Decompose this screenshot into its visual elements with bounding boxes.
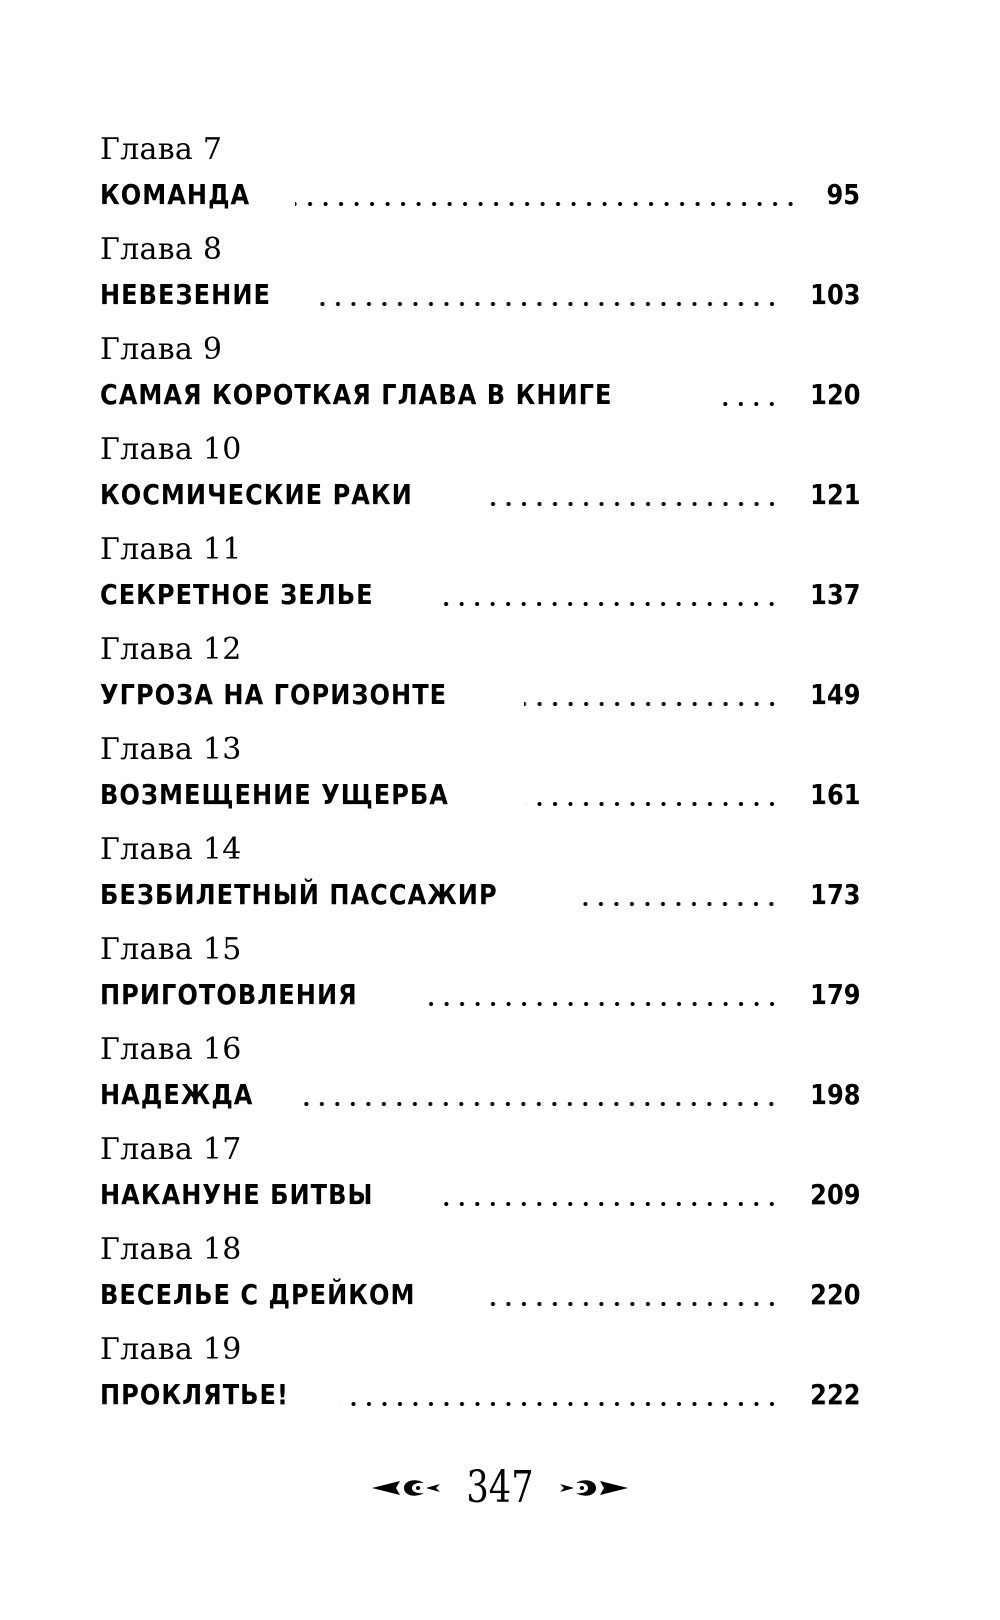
right-ornament-icon xyxy=(558,1473,630,1503)
page-number: 137 xyxy=(809,578,860,611)
toc-title-row xyxy=(100,972,860,1018)
toc-entry xyxy=(100,1228,860,1328)
toc-title-row xyxy=(100,1072,860,1118)
chapter-title: ПРИГОТОВЛЕНИЯ xyxy=(100,978,358,1011)
chapter-label: Глава 18 xyxy=(100,1232,242,1267)
chapter-label: Глава 10 xyxy=(100,432,242,467)
dot-leader xyxy=(524,702,780,706)
chapter-label: Глава 7 xyxy=(100,132,223,167)
dot-leader xyxy=(487,1302,780,1306)
toc-title-row xyxy=(100,672,860,718)
toc-entry xyxy=(100,228,860,328)
page-number: 95 xyxy=(826,178,860,211)
toc-title-row xyxy=(100,1372,860,1418)
table-of-contents xyxy=(100,128,860,1428)
dot-leader xyxy=(295,202,798,206)
page-number: 103 xyxy=(809,278,860,311)
chapter-title: ВОЗМЕЩЕНИЕ УЩЕРБА xyxy=(100,778,449,811)
dot-leader xyxy=(716,402,780,406)
chapter-title: ВЕСЕЛЬЕ С ДРЕЙКОМ xyxy=(100,1278,416,1311)
toc-entry xyxy=(100,828,860,928)
page-number: 222 xyxy=(809,1378,860,1411)
dot-leader xyxy=(298,1102,779,1106)
chapter-label: Глава 15 xyxy=(100,932,242,967)
dot-leader xyxy=(319,302,780,306)
chapter-title: УГРОЗА НА ГОРИЗОНТЕ xyxy=(100,678,448,711)
chapter-title: КОСМИЧЕСКИЕ РАКИ xyxy=(100,478,413,511)
chapter-label: Глава 14 xyxy=(100,832,242,867)
chapter-title: КОМАНДА xyxy=(100,178,251,211)
toc-title-row xyxy=(100,372,860,418)
chapter-title: НАКАНУНЕ БИТВЫ xyxy=(100,1178,374,1211)
toc-entry xyxy=(100,1128,860,1228)
chapter-label: Глава 13 xyxy=(100,732,242,767)
toc-title-row xyxy=(100,272,860,318)
page-number: 161 xyxy=(809,778,860,811)
chapter-title: БЕЗБИЛЕТНЫЙ ПАССАЖИР xyxy=(100,878,498,911)
page-footer xyxy=(0,1458,1000,1518)
page-number: 120 xyxy=(809,378,860,411)
dot-leader xyxy=(438,602,779,606)
chapter-label: Глава 17 xyxy=(100,1132,242,1167)
toc-title-row xyxy=(100,572,860,618)
toc-entry xyxy=(100,628,860,728)
folio-page-number: 347 xyxy=(466,1462,534,1513)
toc-title-row xyxy=(100,1172,860,1218)
dot-leader xyxy=(420,1002,780,1006)
dot-leader xyxy=(582,902,779,906)
chapter-label: Глава 8 xyxy=(100,232,223,267)
chapter-label: Глава 16 xyxy=(100,1032,242,1067)
left-ornament-icon xyxy=(370,1473,442,1503)
toc-entry xyxy=(100,1028,860,1128)
toc-title-row xyxy=(100,1272,860,1318)
toc-title-row xyxy=(100,172,860,218)
toc-title-row xyxy=(100,872,860,918)
toc-title-row xyxy=(100,472,860,518)
toc-entry xyxy=(100,128,860,228)
toc-entry xyxy=(100,728,860,828)
toc-entry xyxy=(100,928,860,1028)
dot-leader xyxy=(340,1402,780,1406)
page-number: 173 xyxy=(809,878,860,911)
page-number: 121 xyxy=(809,478,860,511)
chapter-label: Глава 12 xyxy=(100,632,242,667)
chapter-label: Глава 9 xyxy=(100,332,223,367)
page-number: 220 xyxy=(809,1278,860,1311)
dot-leader xyxy=(526,802,780,806)
chapter-title: СЕКРЕТНОЕ ЗЕЛЬЕ xyxy=(100,578,374,611)
dot-leader xyxy=(438,1202,780,1206)
page-number: 209 xyxy=(809,1178,860,1211)
page-number: 179 xyxy=(809,978,860,1011)
toc-entry xyxy=(100,528,860,628)
page-number: 149 xyxy=(809,678,860,711)
page-number: 198 xyxy=(809,1078,860,1111)
toc-entry xyxy=(100,1328,860,1428)
chapter-title: НАДЕЖДА xyxy=(100,1078,254,1111)
chapter-title: ПРОКЛЯТЬЕ! xyxy=(100,1378,290,1411)
chapter-title: НЕВЕЗЕНИЕ xyxy=(100,278,272,311)
dot-leader xyxy=(484,502,780,506)
chapter-label: Глава 11 xyxy=(100,532,242,567)
toc-entry xyxy=(100,328,860,428)
chapter-title: САМАЯ КОРОТКАЯ ГЛАВА В КНИГЕ xyxy=(100,378,613,411)
toc-entry xyxy=(100,428,860,528)
toc-title-row xyxy=(100,772,860,818)
chapter-label: Глава 19 xyxy=(100,1332,242,1367)
